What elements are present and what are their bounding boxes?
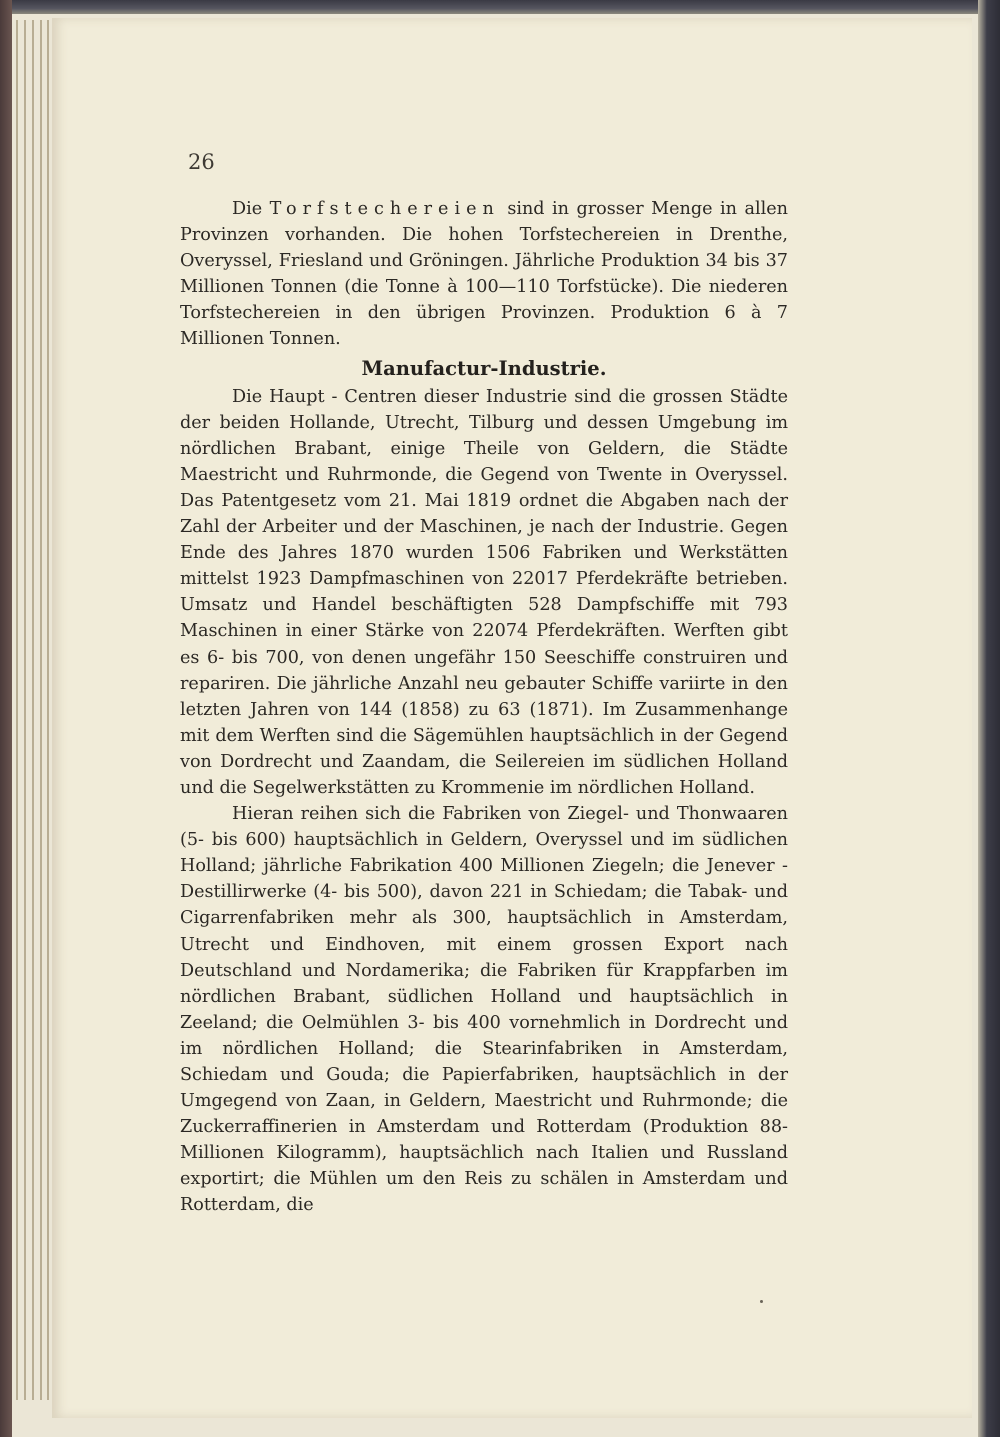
- book-binding-right: [978, 0, 1000, 1437]
- paragraph-manufactur: Die Haupt - Centren dieser Industrie sind die grossen Städte der beiden Hollande, Utrecht, Tilburg und dessen Umgebung im nördlichen Brabant, einige Theile von Geldern, die Städte Maestricht und Ruhrmonde, die Gegend von Twente in Overyssel. Das Patentgesetz vom 21. Mai 1819 ordnet die Abgaben nach der Zahl der Arbeiter und der Maschinen, je nach der Industrie. Gegen Ende des Jahres 1870 wurden 1506 Fabriken und Werkstätten mittelst 1923 Dampfmaschinen von 22017 Pferdekräfte betrieben. Umsatz und Handel beschäftigten 528 Dampfschiffe mit 793 Maschinen in einer Stärke von 22074 Pferdekräften. Werften gibt es 6- bis 700, von denen ungefähr 150 Seeschiffe construiren und repariren. Die jährliche Anzahl neu gebauter Schiffe variirte in den letzten Jahren von 144 (1858) zu 63 (1871). Im Zusammenhange mit dem Werften sind die Sägemühlen hauptsächlich in der Gegend von Dordrecht und Zaandam, die Seilereien im südlichen Holland und die Segelwerkstätten zu Krommenie im nördlichen Holland.: [180, 386, 788, 798]
- page-edge-line: [40, 20, 42, 1400]
- paragraph-torfstechereien: [180, 196, 788, 353]
- page-edge-line: [16, 20, 18, 1400]
- paragraph-start: Die: [232, 199, 270, 219]
- page-edge-line: [24, 20, 26, 1400]
- page-edge-line: [32, 20, 34, 1400]
- book-binding-top: [0, 0, 1000, 14]
- section-heading: Manufactur-Industrie.: [361, 356, 607, 380]
- speck-mark: [760, 1300, 763, 1303]
- paragraph-continuation: sind in grosser Menge in allen Provinzen vorhanden. Die hohen Torfstechereien in Drenthe, Overyssel, Friesland und Gröningen. Jährliche Produktion 34 bis 37 Millionen Tonnen (die Tonne à 100—110 Torfstücke). Die niederen Torfstechereien in den übrigen Provinzen. Produktion 6 à 7 Millionen Tonnen.: [180, 199, 788, 350]
- book-binding-left: [0, 0, 12, 1437]
- emphasized-term: Torfstechereien: [269, 199, 500, 219]
- page-number: 26: [188, 150, 215, 174]
- body-text: [180, 196, 788, 1219]
- page-edge-line: [47, 20, 49, 1400]
- paragraph-fabriken: Hieran reihen sich die Fabriken von Ziegel- und Thonwaaren (5- bis 600) hauptsächlich in Geldern, Overyssel und im südlichen Holland; jährliche Fabrikation 400 Millionen Ziegeln; die Jenever - Destillirwerke (4- bis 500), davon 221 in Schiedam; die Tabak- und Cigarrenfabriken mehr als 300, hauptsächlich in Amsterdam, Utrecht und Eindhoven, mit einem grossen Export nach Deutschland und Nordamerika; die Fabriken für Krappfarben im nördlichen Brabant, südlichen Holland und hauptsächlich in Zeeland; die Oelmühlen 3- bis 400 vornehmlich in Dordrecht und im nördlichen Holland; die Stearinfabriken in Amsterdam, Schiedam und Gouda; die Papierfabriken, hauptsächlich in der Umgegend von Zaan, in Geldern, Maestricht und Ruhrmonde; die Zuckerraffinerien in Amsterdam und Rotterdam (Produktion 88-Millionen Kilogramm), hauptsächlich nach Italien und Russland exportirt; die Mühlen um den Reis zu schälen in Amsterdam und Rotterdam, die: [180, 804, 788, 1216]
